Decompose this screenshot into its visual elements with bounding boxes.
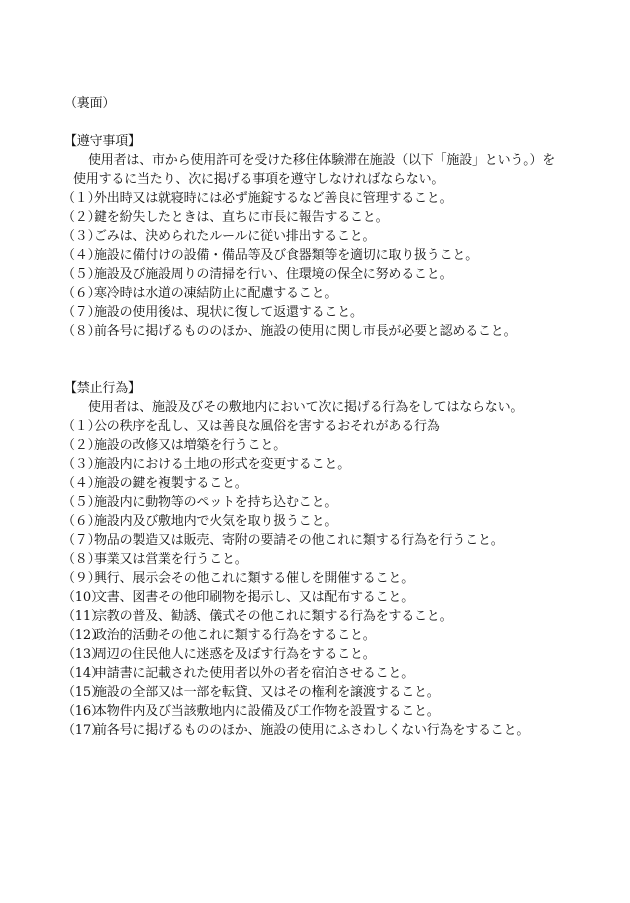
compliance-item [62, 284, 337, 303]
item-number: （10） [62, 590, 104, 605]
compliance-item [62, 303, 363, 322]
item-text: 文書、図書その他印刷物を掲示し、又は配布すること。 [94, 590, 415, 605]
prohibited-item [62, 436, 286, 455]
item-text: 興行、展示会その他これに類する催しを開催すること。 [94, 571, 415, 586]
item-number: （４） [62, 476, 101, 491]
item-text: 政治的活動その他これに類する行為をすること。 [94, 628, 376, 643]
prohibited-item [62, 569, 414, 588]
item-number: （２） [62, 210, 101, 225]
item-number: （３） [62, 457, 101, 472]
item-text: 施設の使用後は、現状に復して返還すること。 [94, 305, 363, 320]
prohibited-intro: 使用者は、施設及びその敷地内において次に掲げる行為をしてはならない。 [88, 400, 524, 415]
prohibited-item [62, 550, 248, 569]
item-text: 前各号に掲げるもののほか、施設の使用に関し市長が必要と認めること。 [94, 324, 517, 339]
prohibited-item [62, 512, 337, 531]
item-number: （12） [62, 628, 104, 643]
prohibited-item [62, 683, 440, 702]
item-text: 本物件内及び当該敷地内に設備及び工作物を設置すること。 [94, 704, 440, 719]
item-number: （11） [62, 609, 104, 624]
prohibited-item [62, 493, 337, 512]
item-text: 前各号に掲げるもののほか、施設の使用にふさわしくない行為をすること。 [94, 723, 530, 738]
item-text: 物品の製造又は販売、寄附の要請その他これに類する行為を行うこと。 [94, 533, 504, 548]
item-text: 鍵を紛失したときは、直ちに市長に報告すること。 [94, 210, 389, 225]
item-number: （14） [62, 666, 104, 681]
item-number: （15） [62, 685, 104, 700]
item-number: （９） [62, 571, 101, 586]
item-number: （５） [62, 495, 101, 510]
item-text: 宗教の普及、勧誘、儀式その他これに類する行為をすること。 [94, 609, 453, 624]
prohibited-item [62, 474, 248, 493]
compliance-item [62, 322, 516, 341]
item-text: 申請書に記載された使用者以外の者を宿泊させること。 [94, 666, 415, 681]
item-text: 施設内における土地の形式を変更すること。 [94, 457, 351, 472]
prohibited-item [62, 645, 376, 664]
prohibited-item [62, 721, 529, 740]
item-text: 施設に備付けの設備・備品等及び食器類等を適切に取り扱うこと。 [94, 248, 479, 263]
item-number: （６） [62, 286, 101, 301]
prohibited-heading: 【禁止行為】 [64, 381, 141, 396]
compliance-intro-line2: 使用するに当たり、次に掲げる事項を遵守しなければならない。 [73, 172, 445, 187]
compliance-item [62, 265, 452, 284]
item-number: （５） [62, 267, 101, 282]
item-number: （13） [62, 647, 104, 662]
prohibited-item [62, 588, 414, 607]
compliance-item [62, 227, 375, 246]
item-text: ごみは、決められたルールに従い排出すること。 [94, 229, 376, 244]
item-number: （１） [62, 191, 101, 206]
prohibited-item [62, 417, 440, 436]
item-text: 寒冷時は水道の凍結防止に配慮すること。 [94, 286, 338, 301]
side-label: （裏面） [64, 96, 116, 111]
compliance-item [62, 189, 452, 208]
item-text: 外出時又は就寝時には必ず施錠するなど善良に管理すること。 [94, 191, 453, 206]
compliance-intro-line1: 使用者は、市から使用許可を受けた移住体験滞在施設（以下「施設」という。）を [88, 153, 556, 168]
item-number: （17） [62, 723, 104, 738]
item-number: （８） [62, 552, 101, 567]
compliance-item [62, 246, 478, 265]
prohibited-item [62, 664, 414, 683]
item-text: 周辺の住民他人に迷惑を及ぼす行為をすること。 [94, 647, 376, 662]
prohibited-item [62, 607, 452, 626]
item-text: 施設及び施設周りの清掃を行い、住環境の保全に努めること。 [94, 267, 453, 282]
item-text: 事業又は営業を行うこと。 [94, 552, 248, 567]
compliance-item [62, 208, 388, 227]
prohibited-item [62, 702, 440, 721]
item-number: （７） [62, 305, 101, 320]
item-text: 施設内に動物等のペットを持ち込むこと。 [94, 495, 338, 510]
prohibited-item [62, 626, 376, 645]
item-text: 公の秩序を乱し、又は善良な風俗を害するおそれがある行為 [94, 419, 440, 434]
item-text: 施設の改修又は増築を行うこと。 [94, 438, 287, 453]
item-number: （７） [62, 533, 101, 548]
item-text: 施設内及び敷地内で火気を取り扱うこと。 [94, 514, 338, 529]
item-number: （３） [62, 229, 101, 244]
item-number: （８） [62, 324, 101, 339]
item-number: （６） [62, 514, 101, 529]
item-text: 施設の全部又は一部を転貸、又はその権利を譲渡すること。 [94, 685, 440, 700]
item-number: （２） [62, 438, 101, 453]
item-number: （４） [62, 248, 101, 263]
prohibited-item [62, 455, 350, 474]
item-number: （16） [62, 704, 104, 719]
item-text: 施設の鍵を複製すること。 [94, 476, 248, 491]
compliance-heading: 【遵守事項】 [64, 134, 141, 149]
prohibited-item [62, 531, 504, 550]
item-number: （１） [62, 419, 101, 434]
